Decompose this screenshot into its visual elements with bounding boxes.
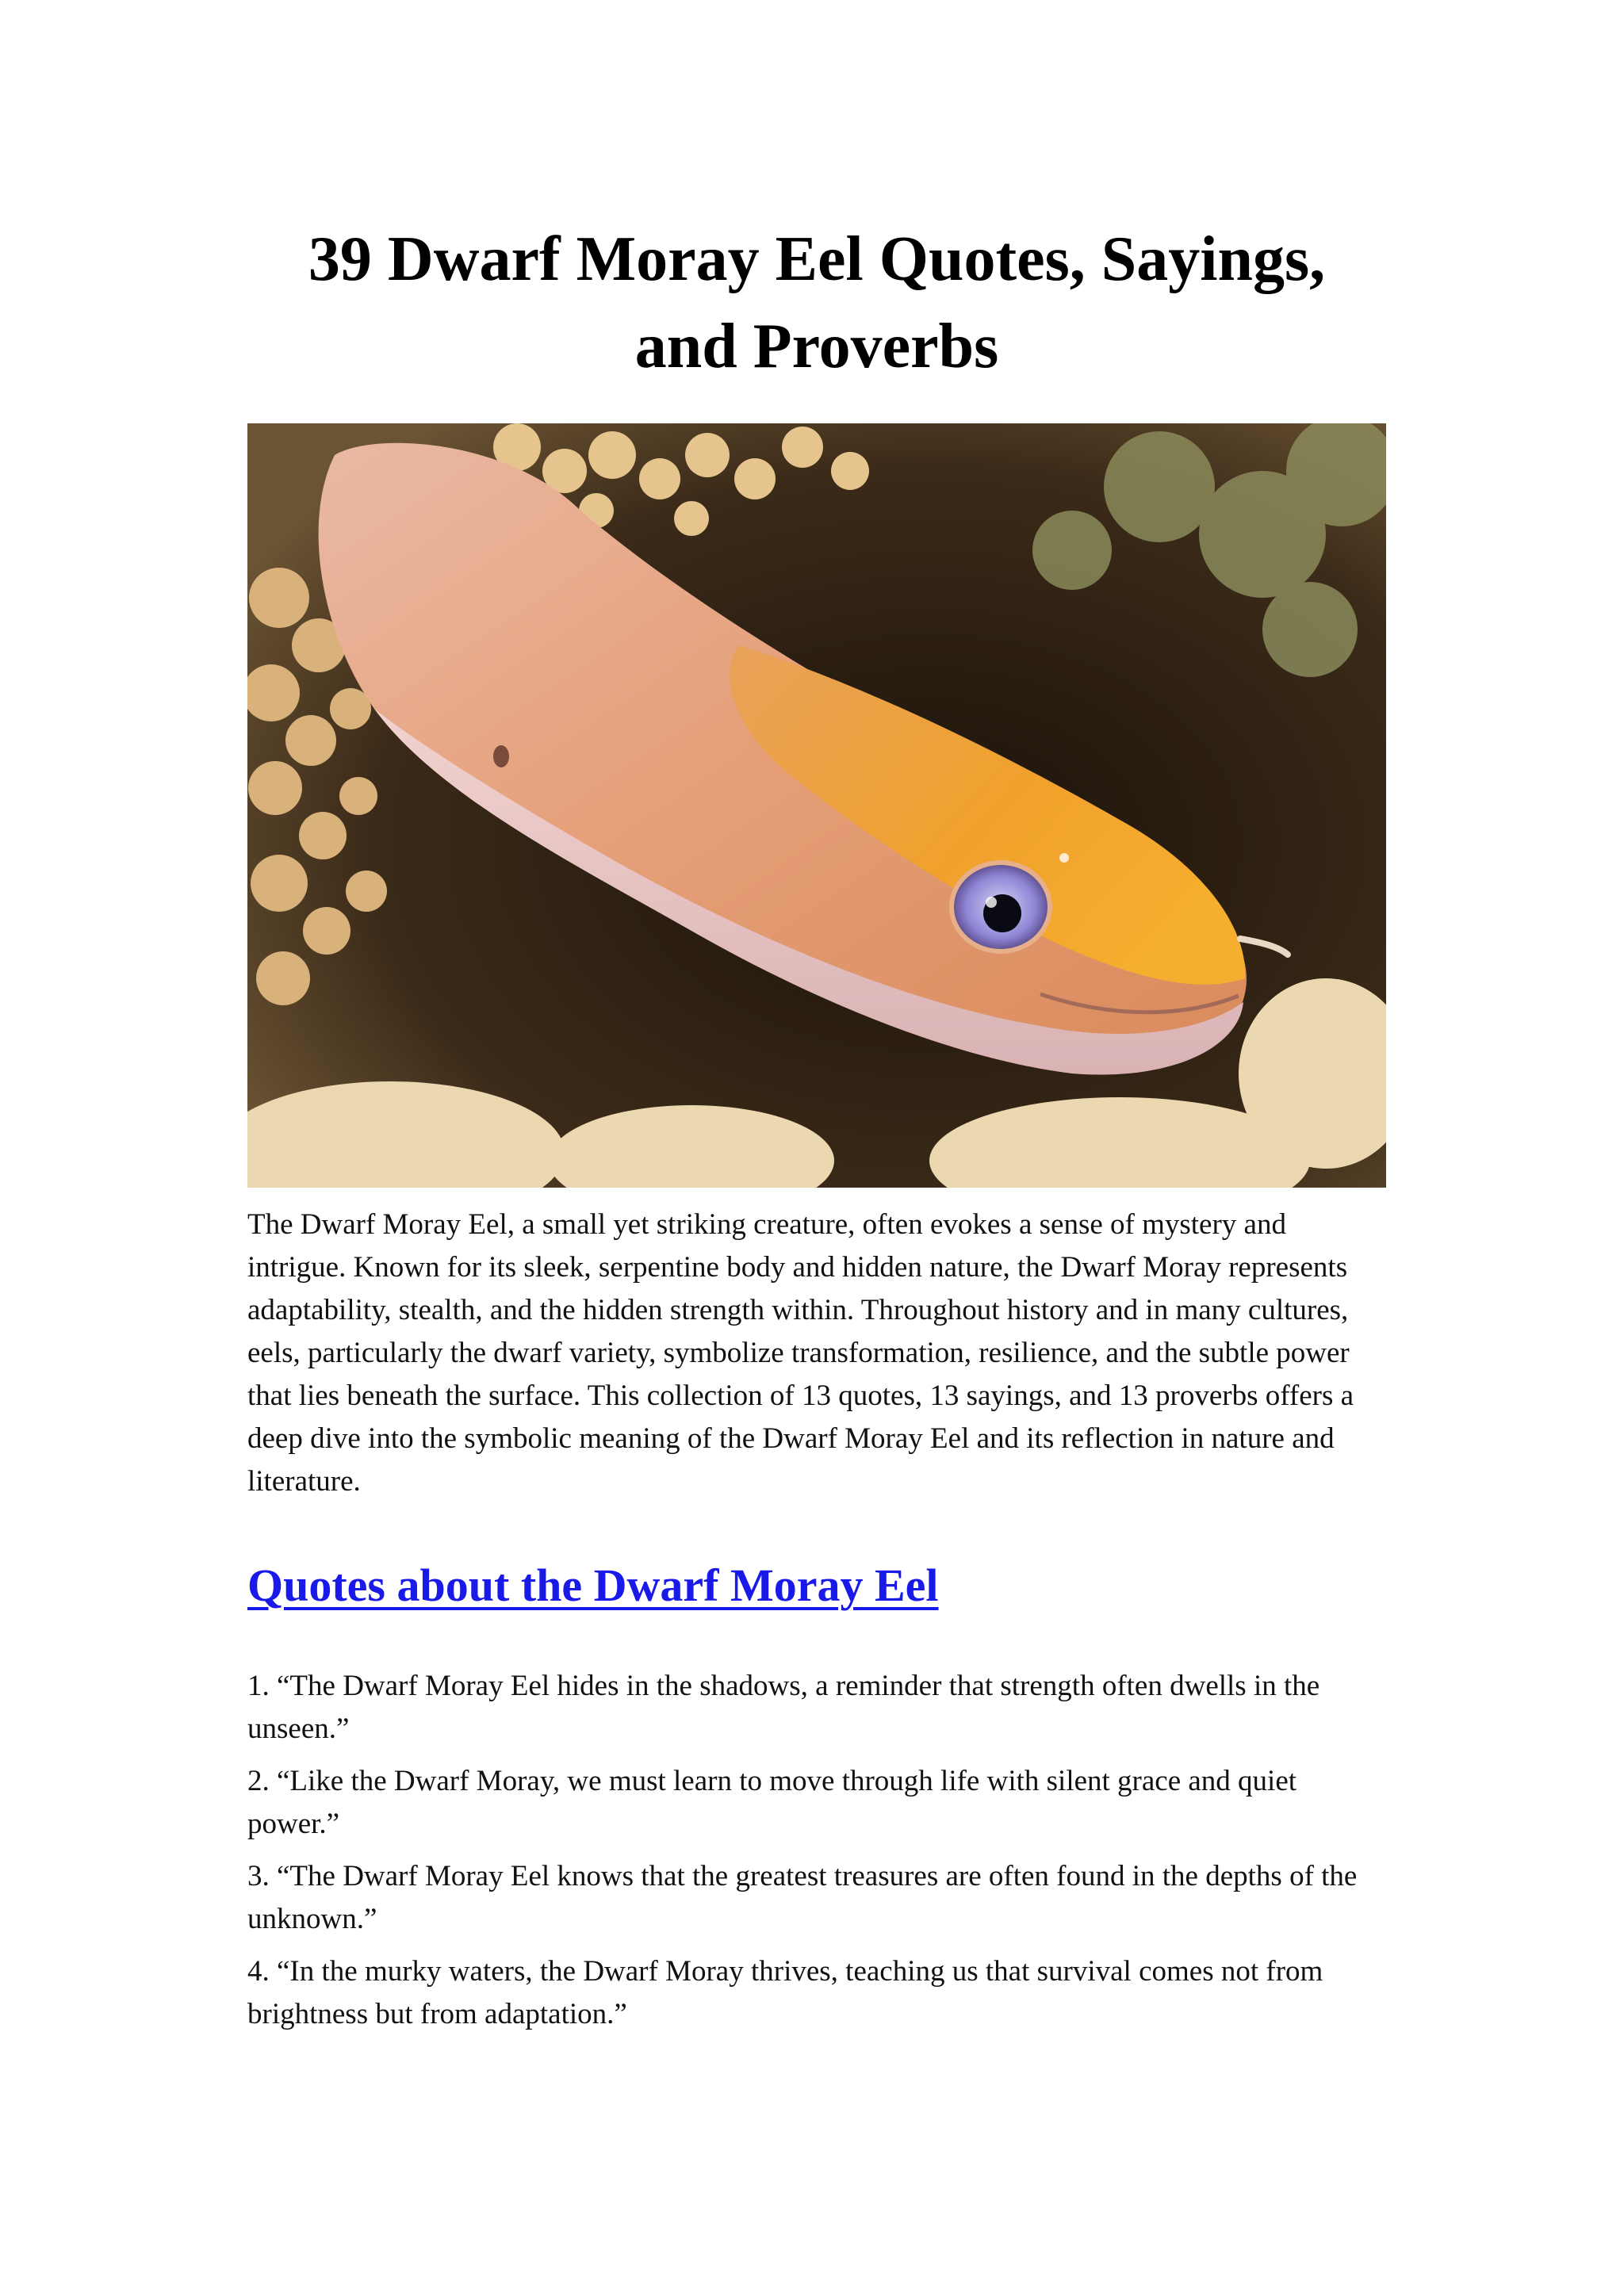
list-item: 3. “The Dwarf Moray Eel knows that the greatest treasures are often found in the depths of the unknown.”: [247, 1860, 1358, 1935]
dwarf-moray-eel-photo: [247, 423, 1386, 1188]
title-line-2: and Proverbs: [634, 312, 999, 381]
section-heading-quotes: [247, 1554, 939, 1617]
intro-paragraph: The Dwarf Moray Eel, a small yet striking creature, often evokes a sense of mystery and intrigue. Known for its sleek, serpentine body and hidden nature, the Dwarf Moray represents adaptability, stealth, and the hidden strength within. Throughout history and in many cultures, eels, particularly the dwarf variety, symbolize transformation, resilience, and the subtle power that lies beneath the surface. This collection of 13 quotes, 13 sayings, and 13 proverbs offers a deep dive into the symbolic meaning of the Dwarf Moray Eel and its reflection in nature and literature.: [247, 1208, 1354, 1498]
quotes-section-link[interactable]: Quotes about the Dwarf Moray Eel: [247, 1559, 939, 1611]
page-title: [247, 216, 1386, 390]
eel-gill: [493, 745, 509, 767]
eel-eye: [952, 863, 1050, 951]
list-item: 4. “In the murky waters, the Dwarf Moray thrives, teaching us that survival comes not from brightness but from adaptation.”: [247, 1955, 1323, 2030]
quotes-list: [247, 1665, 1386, 2045]
title-line-1: 39 Dwarf Moray Eel Quotes, Sayings,: [308, 224, 1326, 294]
eel-illustration: [247, 423, 1386, 1188]
list-item: 1. “The Dwarf Moray Eel hides in the shadows, a reminder that strength often dwells in the unseen.”: [247, 1670, 1320, 1745]
list-item: 2. “Like the Dwarf Moray, we must learn to move through life with silent grace and quiet power.”: [247, 1765, 1297, 1840]
